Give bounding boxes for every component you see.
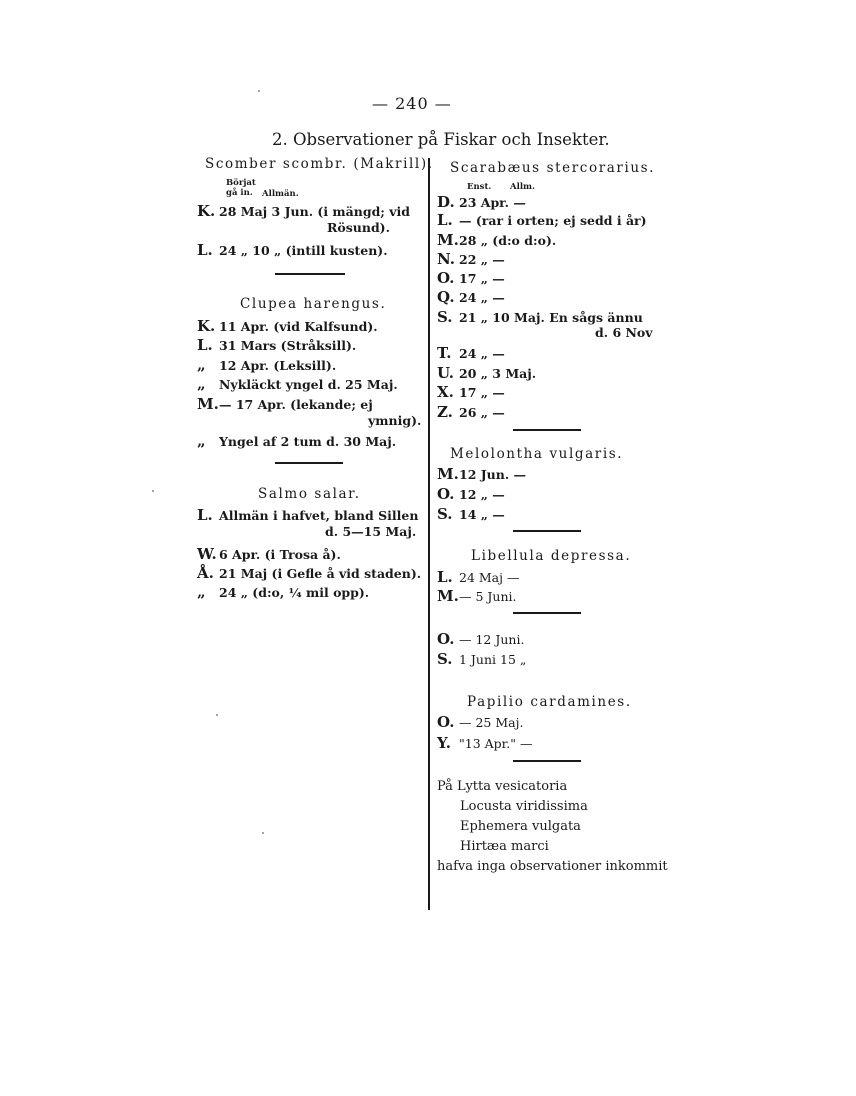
row-letter: L. xyxy=(197,241,213,259)
list-item xyxy=(437,465,526,483)
species-title-papilio: Papilio cardamines. xyxy=(467,694,632,710)
row-text: 21 Maj (i Gefle å vid staden). xyxy=(219,566,422,581)
row-text: 24 „ 10 „ (intill kusten). xyxy=(219,243,388,258)
list-item xyxy=(437,364,536,382)
list-item xyxy=(595,325,653,340)
row-text: d. 6 Nov xyxy=(595,325,653,340)
list-item xyxy=(437,193,526,211)
row-text: — 5 Juni. xyxy=(459,589,517,604)
list-item xyxy=(197,241,388,259)
row-text: Allmän i hafvet, bland Sillen xyxy=(219,508,419,523)
section-divider xyxy=(513,612,581,614)
list-item xyxy=(437,403,505,421)
row-text: 12 Apr. (Leksill). xyxy=(219,358,337,373)
row-letter: L. xyxy=(437,568,453,586)
list-item xyxy=(368,413,421,428)
row-text: Nykläckt yngel d. 25 Maj. xyxy=(219,377,398,392)
row-text: 24 „ — xyxy=(459,290,505,305)
row-letter: D. xyxy=(437,193,455,211)
list-item xyxy=(197,545,341,563)
row-letter: „ xyxy=(197,583,206,601)
list-item xyxy=(197,564,421,582)
row-text: 24 Maj — xyxy=(459,570,520,585)
list-item xyxy=(437,485,505,503)
list-item xyxy=(197,583,369,601)
column-header-allm: Allm. xyxy=(510,182,536,192)
list-item xyxy=(437,308,643,326)
row-text: — 12 Juni. xyxy=(459,632,525,647)
row-letter: Z. xyxy=(437,403,453,421)
column-header-enst: Enst. xyxy=(467,182,492,192)
row-text: 24 „ (d:o, ¼ mil opp). xyxy=(219,585,370,600)
column-header-borjat: Börjat gå in. xyxy=(226,178,256,198)
list-item xyxy=(437,383,505,401)
row-letter: S. xyxy=(437,505,453,523)
list-item xyxy=(437,505,505,523)
note-line: Hirtæa marci xyxy=(460,839,549,854)
paper-speck xyxy=(152,490,154,492)
species-title-scomber: Scomber scombr. (Makrill). xyxy=(205,156,434,172)
list-item xyxy=(437,713,523,731)
section-divider xyxy=(513,530,581,532)
row-letter: M. xyxy=(437,587,459,605)
list-item xyxy=(197,356,336,374)
row-text: 1 Juni 15 „ xyxy=(459,652,527,667)
row-text: 6 Apr. (i Trosa å). xyxy=(219,547,341,562)
row-text: 11 Apr. (vid Kalfsund). xyxy=(219,319,378,334)
note-line: Locusta viridissima xyxy=(460,799,588,814)
row-text: Yngel af 2 tum d. 30 Maj. xyxy=(219,434,397,449)
species-title-clupea: Clupea harengus. xyxy=(240,296,387,312)
paper-speck xyxy=(258,90,260,92)
species-title-libellula: Libellula depressa. xyxy=(471,548,632,564)
column-header-allman: Allmän. xyxy=(262,189,299,199)
row-text: 14 „ — xyxy=(459,507,505,522)
list-item xyxy=(197,432,396,450)
list-item xyxy=(197,395,373,413)
list-item xyxy=(437,344,505,362)
list-item xyxy=(437,734,532,752)
section-divider xyxy=(275,273,345,275)
row-letter: „ xyxy=(197,432,206,450)
row-letter: „ xyxy=(197,375,206,393)
row-letter: S. xyxy=(437,650,453,668)
paper-speck xyxy=(216,714,218,716)
row-text: 23 Apr. — xyxy=(459,195,526,210)
row-text: — 25 Maj. xyxy=(459,715,524,730)
list-item xyxy=(327,220,390,235)
list-item xyxy=(437,587,516,605)
row-text: 26 „ — xyxy=(459,405,505,420)
row-text: 12 Jun. — xyxy=(459,467,527,482)
row-letter: L. xyxy=(197,336,213,354)
row-letter: Q. xyxy=(437,288,455,306)
list-item xyxy=(197,506,418,524)
section-divider xyxy=(513,760,581,762)
row-letter: O. xyxy=(437,630,455,648)
row-letter: T. xyxy=(437,344,452,362)
row-text: d. 5—15 Maj. xyxy=(325,524,417,539)
list-item xyxy=(197,336,356,354)
row-letter: X. xyxy=(437,383,454,401)
row-letter: O. xyxy=(437,269,455,287)
row-letter: M. xyxy=(197,395,219,413)
list-item xyxy=(437,231,556,249)
row-text: Rösund). xyxy=(327,220,390,235)
row-letter: Å. xyxy=(197,564,214,582)
row-letter: L. xyxy=(197,506,213,524)
row-letter: U. xyxy=(437,364,454,382)
row-text: 22 „ — xyxy=(459,252,505,267)
row-text: ymnig). xyxy=(368,413,422,428)
list-item xyxy=(437,269,505,287)
row-letter: K. xyxy=(197,202,216,220)
row-letter: M. xyxy=(437,465,459,483)
page-heading: 2. Observationer på Fiskar och Insekter. xyxy=(272,130,610,149)
row-letter: O. xyxy=(437,485,455,503)
row-letter: W. xyxy=(197,545,217,563)
list-item xyxy=(197,202,410,220)
list-item xyxy=(437,630,524,648)
note-line: Ephemera vulgata xyxy=(460,819,581,834)
row-text: 28 Maj 3 Jun. (i mängd; vid xyxy=(219,204,411,219)
row-text: 31 Mars (Stråksill). xyxy=(219,338,357,353)
row-text: — (rar i orten; ej sedd i år) xyxy=(459,213,647,228)
species-title-scarabaeus: Scarabæus stercorarius. xyxy=(450,160,656,176)
page-number: — 240 — xyxy=(372,94,452,113)
list-item xyxy=(437,250,505,268)
column-divider xyxy=(428,158,430,910)
row-letter: Y. xyxy=(437,734,451,752)
row-letter: O. xyxy=(437,713,455,731)
row-text: 20 „ 3 Maj. xyxy=(459,366,537,381)
list-item xyxy=(197,317,378,335)
row-letter: M. xyxy=(437,231,459,249)
species-title-salmo: Salmo salar. xyxy=(258,486,361,502)
list-item xyxy=(325,524,416,539)
row-letter: „ xyxy=(197,356,206,374)
list-item xyxy=(437,288,505,306)
row-text: 24 „ — xyxy=(459,346,505,361)
note-line: hafva inga observationer inkommit xyxy=(437,859,668,874)
row-text: 17 „ — xyxy=(459,271,505,286)
row-text: 17 „ — xyxy=(459,385,505,400)
note-line: På Lytta vesicatoria xyxy=(437,779,568,794)
section-divider xyxy=(513,429,581,431)
row-text: 28 „ (d:o d:o). xyxy=(459,233,557,248)
section-divider xyxy=(275,462,343,464)
list-item xyxy=(437,650,526,668)
row-letter: N. xyxy=(437,250,455,268)
row-text: — 17 Apr. (lekande; ej xyxy=(219,397,373,412)
list-item xyxy=(197,375,398,393)
paper-speck xyxy=(262,832,264,834)
list-item xyxy=(437,568,519,586)
row-text: 12 „ — xyxy=(459,487,505,502)
row-letter: L. xyxy=(437,211,453,229)
row-letter: S. xyxy=(437,308,453,326)
row-text: "13 Apr." — xyxy=(459,736,533,751)
row-text: 21 „ 10 Maj. En sågs ännu xyxy=(459,310,643,325)
row-letter: K. xyxy=(197,317,216,335)
list-item xyxy=(437,211,647,229)
species-title-melolontha: Melolontha vulgaris. xyxy=(450,446,624,462)
